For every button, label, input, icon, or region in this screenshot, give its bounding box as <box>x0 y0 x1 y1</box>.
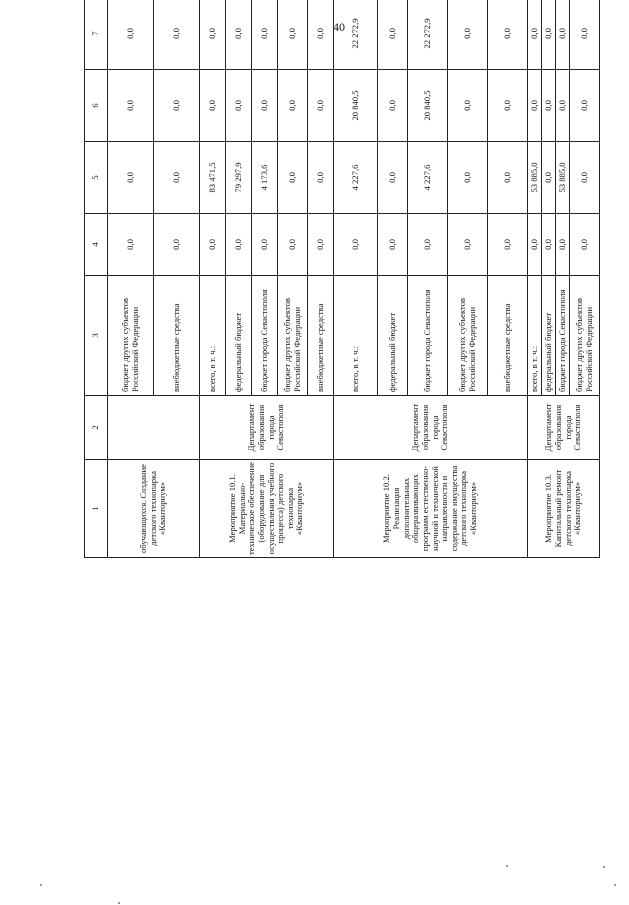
amount-cell: 0,0 <box>556 0 570 70</box>
amount-cell: 0,0 <box>570 214 600 276</box>
column-number: 4 <box>85 214 108 276</box>
funding-source: бюджет города Севастополя <box>408 276 448 396</box>
table-row <box>334 0 378 558</box>
amount-cell: 22 272,9 <box>334 0 378 70</box>
amount-cell: 0,0 <box>226 70 252 142</box>
amount-cell: 0,0 <box>378 142 408 214</box>
amount-cell: 0,0 <box>226 0 252 70</box>
amount-cell: 0,0 <box>488 70 528 142</box>
amount-cell: 0,0 <box>488 0 528 70</box>
amount-cell: 0,0 <box>200 70 226 142</box>
funding-source: всего, в т. ч.: <box>200 276 226 396</box>
funding-source: всего, в т. ч.: <box>528 276 542 396</box>
amount-cell: 0,0 <box>542 70 556 142</box>
amount-cell: 0,0 <box>570 70 600 142</box>
amount-cell: 0,0 <box>154 142 200 214</box>
executor: Департамент образования города Севастополя <box>334 396 528 460</box>
amount-cell: 0,0 <box>200 214 226 276</box>
amount-cell: 0,0 <box>556 214 570 276</box>
rotated-table <box>84 0 598 558</box>
amount-cell: 0,0 <box>154 0 200 70</box>
amount-cell: 0,0 <box>278 142 308 214</box>
amount-cell: 0,0 <box>252 70 278 142</box>
amount-cell: 53 885,0 <box>528 142 542 214</box>
amount-cell: 0,0 <box>278 214 308 276</box>
scan-speck <box>40 884 42 886</box>
amount-cell: 0,0 <box>278 0 308 70</box>
funding-source: внебюджетные средства <box>308 276 334 396</box>
amount-cell: 0,0 <box>448 0 488 70</box>
funding-source: бюджет города Севастополя <box>556 276 570 396</box>
column-number: 1 <box>85 460 108 558</box>
amount-cell: 0,0 <box>108 214 154 276</box>
measure-name: Мероприятие 10.1. Материально-техническое обеспечение (оборудование для осуществления учебного процесса) детского технопарка «Кванториум» <box>200 460 334 558</box>
funding-source: внебюджетные средства <box>488 276 528 396</box>
executor: Департамент образования города Севастополя <box>528 396 600 460</box>
amount-cell: 22 272,9 <box>408 0 448 70</box>
amount-cell: 0,0 <box>308 214 334 276</box>
amount-cell: 0,0 <box>488 142 528 214</box>
funding-source: бюджет других субъектов Российской Федерации <box>570 276 600 396</box>
amount-cell: 0,0 <box>556 70 570 142</box>
amount-cell: 0,0 <box>154 70 200 142</box>
amount-cell: 0,0 <box>528 214 542 276</box>
column-number: 2 <box>85 396 108 460</box>
amount-cell: 0,0 <box>542 214 556 276</box>
amount-cell: 0,0 <box>308 70 334 142</box>
measure-name: Мероприятие 10.3. Капитальный ремонт детского технопарка «Кванториум» <box>528 460 600 558</box>
funding-source: внебюджетные средства <box>154 276 200 396</box>
amount-cell: 0,0 <box>226 214 252 276</box>
table-row <box>200 0 226 558</box>
amount-cell: 53 885,0 <box>556 142 570 214</box>
header-row <box>85 0 108 558</box>
scan-speck <box>118 902 120 904</box>
amount-cell: 0,0 <box>108 0 154 70</box>
funding-source: бюджет других субъектов Российской Федерации <box>108 276 154 396</box>
amount-cell: 0,0 <box>528 70 542 142</box>
funding-source: всего, в т. ч.: <box>334 276 378 396</box>
table-body <box>85 0 600 558</box>
funding-source: бюджет города Севастополя <box>252 276 278 396</box>
scan-speck <box>614 884 616 886</box>
amount-cell: 0,0 <box>108 70 154 142</box>
amount-cell: 0,0 <box>488 214 528 276</box>
amount-cell: 0,0 <box>448 214 488 276</box>
page-number: 40 <box>333 20 345 34</box>
funding-source: бюджет других субъектов Российской Федерации <box>278 276 308 396</box>
amount-cell: 0,0 <box>542 142 556 214</box>
column-number: 5 <box>85 142 108 214</box>
funding-source: федеральный бюджет <box>226 276 252 396</box>
amount-cell: 20 840,5 <box>408 70 448 142</box>
column-number: 6 <box>85 70 108 142</box>
executor: Департамент образования города Севастополя <box>200 396 334 460</box>
amount-cell: 0,0 <box>108 142 154 214</box>
amount-cell: 0,0 <box>528 0 542 70</box>
amount-cell: 0,0 <box>278 70 308 142</box>
amount-cell: 0,0 <box>542 0 556 70</box>
amount-cell: 0,0 <box>408 214 448 276</box>
table-row <box>528 0 542 558</box>
budget-table <box>84 0 600 558</box>
amount-cell: 0,0 <box>570 142 600 214</box>
amount-cell: 0,0 <box>378 214 408 276</box>
amount-cell: 0,0 <box>448 142 488 214</box>
amount-cell: 0,0 <box>252 0 278 70</box>
funding-source: федеральный бюджет <box>542 276 556 396</box>
amount-cell: 4 227,6 <box>334 142 378 214</box>
amount-cell: 0,0 <box>308 0 334 70</box>
amount-cell: 4 227,6 <box>408 142 448 214</box>
column-number: 7 <box>85 0 108 70</box>
amount-cell: 79 297,9 <box>226 142 252 214</box>
executor <box>108 396 200 460</box>
amount-cell: 83 471,5 <box>200 142 226 214</box>
table-row <box>108 0 154 558</box>
funding-source: бюджет других субъектов Российской Федерации <box>448 276 488 396</box>
scan-speck <box>603 866 605 868</box>
amount-cell: 4 173,6 <box>252 142 278 214</box>
column-number: 3 <box>85 276 108 396</box>
amount-cell: 0,0 <box>378 70 408 142</box>
funding-source: федеральный бюджет <box>378 276 408 396</box>
scanned-table-area <box>84 18 598 890</box>
amount-cell: 0,0 <box>570 0 600 70</box>
amount-cell: 0,0 <box>334 214 378 276</box>
amount-cell: 0,0 <box>378 0 408 70</box>
measure-name: обучающихся. Создание детского технопарка «Кванториум» <box>108 460 200 558</box>
amount-cell: 0,0 <box>252 214 278 276</box>
amount-cell: 0,0 <box>200 0 226 70</box>
amount-cell: 0,0 <box>448 70 488 142</box>
amount-cell: 0,0 <box>308 142 334 214</box>
amount-cell: 0,0 <box>154 214 200 276</box>
amount-cell: 20 840,5 <box>334 70 378 142</box>
scan-speck <box>506 865 508 867</box>
measure-name: Мероприятие 10.2. Реализация дополнительных общеразвивающих программ естественно-научной и технической направленности и содержание имущества детского технопарка «Кванториум» <box>334 460 528 558</box>
